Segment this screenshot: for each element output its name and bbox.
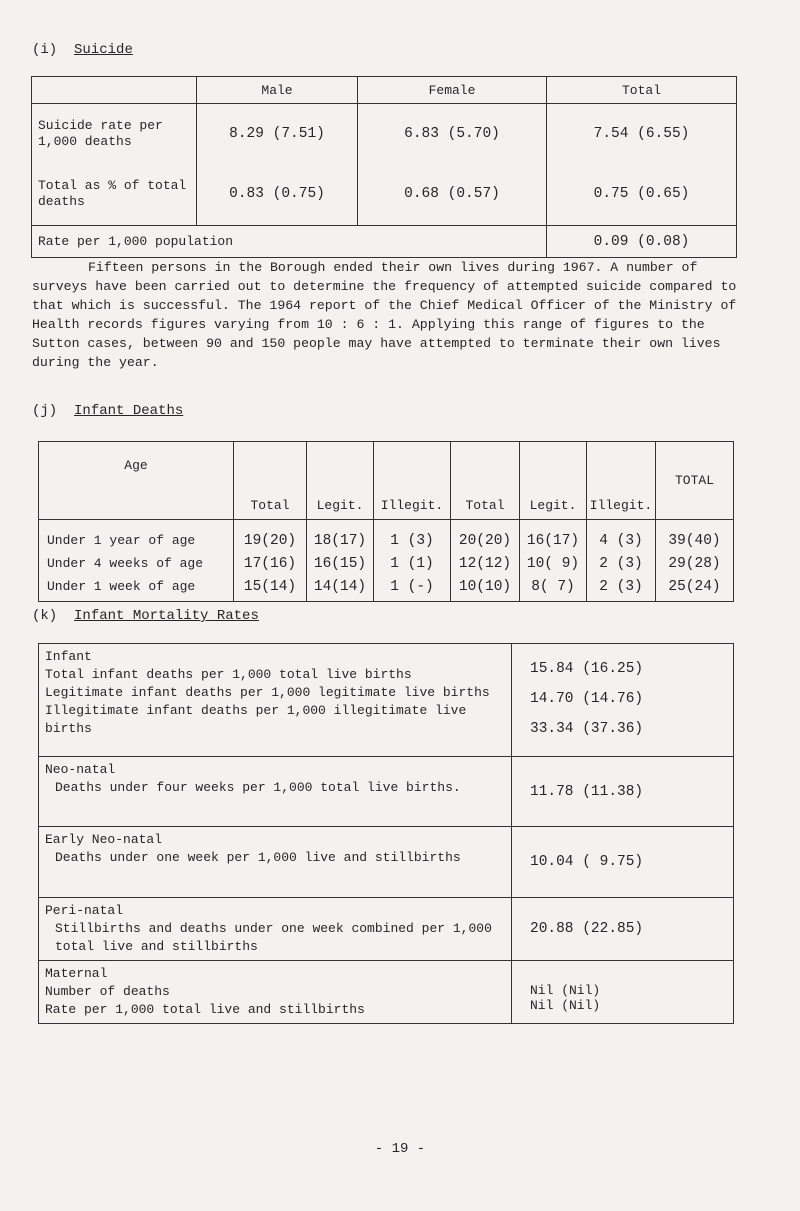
- col-legit-header: Legit.: [520, 442, 587, 520]
- cell: 29(28): [656, 552, 734, 575]
- rate-value: 10.04 ( 9.75): [512, 827, 734, 898]
- paragraph-text: Fifteen persons in the Borough ended their own lives during 1967. A number of surveys have been carried out to determine the frequency of attempted suicide compared to that which is successful. The 1964 report of the Chief Medical Officer of the Ministry of Health records figures varying from 10 : 6 : 1. Applying this range of figures to the Sutton cases, between 90 and 150 people may have attempted to terminate their own lives during the year.: [32, 260, 737, 370]
- col-illegit-header: Illegit.: [374, 442, 451, 520]
- male-value: 8.29 (7.51): [197, 104, 358, 164]
- cell: 1 (3): [374, 520, 451, 553]
- table-row: [39, 552, 734, 575]
- infant-deaths-heading-letter: (j): [32, 403, 58, 419]
- cell: 10( 9): [520, 552, 587, 575]
- infant-values: [512, 644, 734, 757]
- col-total-header: Total: [451, 442, 520, 520]
- cell: 12(12): [451, 552, 520, 575]
- maternal-values: [512, 961, 734, 1024]
- page-number: - 19 -: [374, 1141, 426, 1157]
- col-grand-total-header: TOTAL: [656, 442, 734, 520]
- infant-section: [39, 644, 734, 757]
- mortality-heading: [32, 608, 259, 624]
- suicide-rate-row: [32, 104, 737, 164]
- cell: 1 (-): [374, 575, 451, 602]
- col-total-header: Total: [234, 442, 307, 520]
- suicide-paragraph: [32, 258, 752, 372]
- rate-value: 33.34 (37.36): [530, 721, 644, 737]
- population-label: Rate per 1,000 population: [32, 226, 547, 258]
- cell: 18(17): [307, 520, 374, 553]
- description-line: Stillbirths and deaths under one week combined per 1,000 total live and stillbirths: [55, 921, 492, 954]
- neonatal-section: [39, 757, 734, 827]
- total-value: 7.54 (6.55): [547, 104, 737, 164]
- description-line: Rate per 1,000 total live and stillbirths: [45, 1002, 365, 1017]
- cell: 20(20): [451, 520, 520, 553]
- section-title: Early Neo-natal: [45, 832, 163, 847]
- rate-value: Nil (Nil): [530, 983, 601, 998]
- mortality-heading-title: Infant Mortality Rates: [74, 608, 259, 624]
- description-line: Total infant deaths per 1,000 total live births: [45, 667, 412, 682]
- blank-header-cell: [32, 77, 197, 104]
- table-row: [39, 520, 734, 553]
- section-title: Infant: [45, 649, 92, 664]
- cell: 10(10): [451, 575, 520, 602]
- cell: 4 (3): [587, 520, 656, 553]
- row-label: Suicide rate per 1,000 deaths: [32, 104, 197, 164]
- male-value: 0.83 (0.75): [197, 164, 358, 226]
- suicide-percent-row: [32, 164, 737, 226]
- perinatal-description: [39, 898, 512, 961]
- cell: 17(16): [234, 552, 307, 575]
- cell: 1 (1): [374, 552, 451, 575]
- row-label: Total as % of total deaths: [32, 164, 197, 226]
- description-line: Deaths under four weeks per 1,000 total live births.: [55, 780, 461, 795]
- rate-value: 20.88 (22.85): [512, 898, 734, 961]
- neonatal-description: [39, 757, 512, 827]
- description-line: Number of deaths: [45, 984, 170, 999]
- rate-value: 14.70 (14.76): [530, 691, 644, 707]
- rate-value: 15.84 (16.25): [530, 661, 644, 677]
- col-legit-header: Legit.: [307, 442, 374, 520]
- cell: 25(24): [656, 575, 734, 602]
- cell: 14(14): [307, 575, 374, 602]
- cell: 16(15): [307, 552, 374, 575]
- cell: 19(20): [234, 520, 307, 553]
- total-value: 0.75 (0.65): [547, 164, 737, 226]
- age-label: Under 1 week of age: [39, 575, 234, 602]
- section-title: Maternal: [45, 966, 108, 981]
- maternal-description: [39, 961, 512, 1024]
- age-label: Under 1 year of age: [39, 520, 234, 553]
- description-line: Legitimate infant deaths per 1,000 legitimate live births: [45, 685, 490, 700]
- suicide-heading-title: Suicide: [74, 42, 133, 58]
- suicide-table: [31, 76, 737, 258]
- col-male-header: Male: [197, 77, 358, 104]
- infant-deaths-table: [38, 441, 734, 602]
- population-value: 0.09 (0.08): [547, 226, 737, 258]
- description-line: Illegitimate infant deaths per 1,000 illegitimate live births: [45, 703, 467, 736]
- mortality-heading-letter: (k): [32, 608, 58, 624]
- table-row: [39, 575, 734, 602]
- cell: 15(14): [234, 575, 307, 602]
- female-value: 0.68 (0.57): [358, 164, 547, 226]
- description-line: Deaths under one week per 1,000 live and stillbirths: [55, 850, 461, 865]
- rate-value: Nil (Nil): [530, 998, 601, 1013]
- maternal-section: [39, 961, 734, 1024]
- rate-value: 11.78 (11.38): [512, 757, 734, 827]
- suicide-heading-letter: (i): [32, 42, 58, 58]
- age-label: Under 4 weeks of age: [39, 552, 234, 575]
- population-row: [32, 226, 737, 258]
- cell: 2 (3): [587, 575, 656, 602]
- col-age-header: Age: [39, 442, 234, 520]
- cell: 16(17): [520, 520, 587, 553]
- infant-deaths-heading: [32, 403, 183, 419]
- col-female-header: Female: [358, 77, 547, 104]
- col-illegit-header: Illegit.: [587, 442, 656, 520]
- section-title: Peri-natal: [45, 903, 124, 918]
- suicide-heading: [32, 42, 133, 58]
- female-value: 6.83 (5.70): [358, 104, 547, 164]
- cell: 2 (3): [587, 552, 656, 575]
- section-title: Neo-natal: [45, 762, 116, 777]
- early-neonatal-section: [39, 827, 734, 898]
- col-total-header: Total: [547, 77, 737, 104]
- cell: 8( 7): [520, 575, 587, 602]
- cell: 39(40): [656, 520, 734, 553]
- perinatal-section: [39, 898, 734, 961]
- infant-deaths-heading-title: Infant Deaths: [74, 403, 184, 419]
- mortality-table: [38, 643, 734, 1024]
- infant-description: [39, 644, 512, 757]
- early-neonatal-description: [39, 827, 512, 898]
